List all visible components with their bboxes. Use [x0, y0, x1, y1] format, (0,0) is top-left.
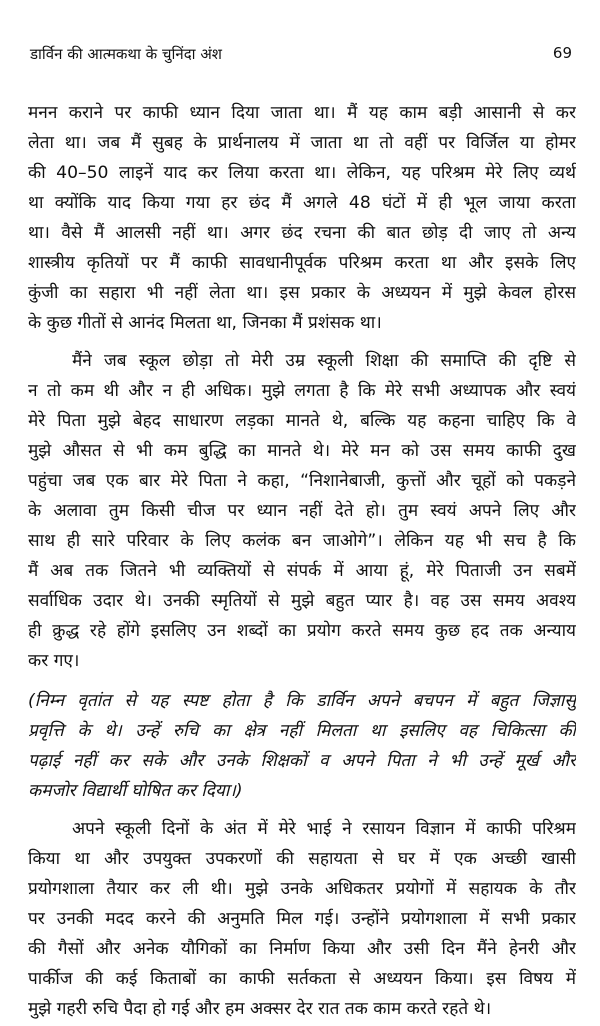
- text-line: की 40–50 लाइनें याद कर लिया करता था। लेकिन, यह परिश्रम मेरे लिए व्यर्थ: [28, 163, 576, 183]
- text-line: पार्कीज की कई किताबों का काफी सर्तकता से अध्ययन किया। इस विषय में: [28, 969, 576, 989]
- text-line: के अलावा तुम किसी चीज पर ध्यान नहीं देते हो। तुम स्वयं अपने लिए और: [28, 501, 576, 521]
- text-line: सर्वाधिक उदार थे। उनकी स्मृतियों से मुझे बहुत प्यार है। वह उस समय अवश्य: [28, 591, 576, 611]
- note-line: पढ़ाई नहीं कर सके और उनके शिक्षकों व अपने पिता ने भी उन्हें मूर्ख और: [28, 751, 576, 771]
- text-line: साथ ही सारे परिवार के लिए कलंक बन जाओगे”। लेकिन यह भी सच है कि: [28, 531, 576, 551]
- text-line: मुझे औसत से भी कम बुद्धि का मानते थे। मेरे मन को उस समय काफी दुख: [28, 441, 576, 461]
- text-line: मैं अब तक जितने भी व्यक्तियों से संपर्क में आया हूं, मेरे पिताजी उन सबमें: [28, 561, 576, 581]
- page-number: 69: [552, 44, 572, 62]
- text-line: कर गए।: [28, 651, 80, 671]
- body-text: [28, 98, 576, 1026]
- text-line: मैंने जब स्कूल छोड़ा तो मेरी उम्र स्कूली शिक्षा की समाप्ति की दृष्टि से: [72, 351, 576, 371]
- text-line: मुझे गहरी रुचि पैदा हो गई और हम अक्सर देर रात तक काम करते रहते थे।: [28, 999, 492, 1019]
- text-line: किया था और उपयुक्त उपकरणों की सहायता से घर में एक अच्छी खासी: [28, 849, 576, 869]
- text-line: लेता था। जब मैं सुबह के प्रार्थनालय में जाता था तो वहीं पर विर्जिल या होमर: [28, 133, 576, 153]
- text-line: मेरे पिता मुझे बेहद साधारण लड़का मानते थे, बल्कि यह कहना चाहिए कि वे: [28, 411, 576, 431]
- note-line: कमजोर विद्यार्थी घोषित कर दिया।): [28, 781, 243, 801]
- note-line: (निम्न वृतांत से यह स्पष्ट होता है कि डार्विन अपने बचपन में बहुत जिज्ञासु: [28, 691, 576, 711]
- text-line: पर उनकी मदद करने की अनुमति मिल गई। उन्होंने प्रयोगशाला में सभी प्रकार: [28, 909, 576, 929]
- text-line: मनन कराने पर काफी ध्यान दिया जाता था। मैं यह काम बड़ी आसानी से कर: [28, 103, 576, 123]
- text-line: शास्त्रीय कृतियों पर मैं काफी सावधानीपूर्वक परिश्रम करता था और इसके लिए: [28, 253, 576, 273]
- running-header: [30, 44, 572, 68]
- editorial-note: [28, 686, 576, 806]
- text-line: न तो कम थी और न ही अधिक। मुझे लगता है कि मेरे सभी अध्यापक और स्वयं: [28, 381, 576, 401]
- paragraph-2: [28, 346, 576, 676]
- text-line: अपने स्कूली दिनों के अंत में मेरे भाई ने रसायन विज्ञान में काफी परिश्रम: [72, 819, 576, 839]
- note-line: प्रवृत्ति के थे। उन्हें रुचि का क्षेत्र नहीं मिलता था इसलिए वह चिकित्सा की: [28, 721, 576, 741]
- text-line: था। वैसे मैं आलसी नहीं था। अगर छंद रचना की बात छोड़ दी जाए तो अन्य: [28, 223, 576, 243]
- chapter-title: डार्विन की आत्मकथा के चुनिंदा अंश: [30, 45, 222, 63]
- text-line: कुंजी का सहारा भी नहीं लेता था। इस प्रकार के अध्ययन में मुझे केवल होरस: [28, 283, 576, 303]
- text-line: की गैसों और अनेक यौगिकों का निर्माण किया और उसी दिन मैंने हेनरी और: [28, 939, 576, 959]
- paragraph-4: [28, 814, 576, 1024]
- paragraph-1: [28, 98, 576, 338]
- text-line: के कुछ गीतों से आनंद मिलता था, जिनका मैं प्रशंसक था।: [28, 313, 382, 333]
- text-line: था क्योंकि याद किया गया हर छंद मैं अगले 48 घंटों में ही भूल जाया करता: [28, 193, 576, 213]
- text-line: पहुंचा जब एक बार मेरे पिता ने कहा, “निशानेबाजी, कुत्तों और चूहों को पकड़ने: [28, 471, 576, 491]
- text-line: ही क्रुद्ध रहे होंगे इसलिए उन शब्दों का प्रयोग करते समय कुछ हद तक अन्याय: [28, 621, 576, 641]
- text-line: प्रयोगशाला तैयार कर ली थी। मुझे उनके अधिकतर प्रयोगों में सहायक के तौर: [28, 879, 576, 899]
